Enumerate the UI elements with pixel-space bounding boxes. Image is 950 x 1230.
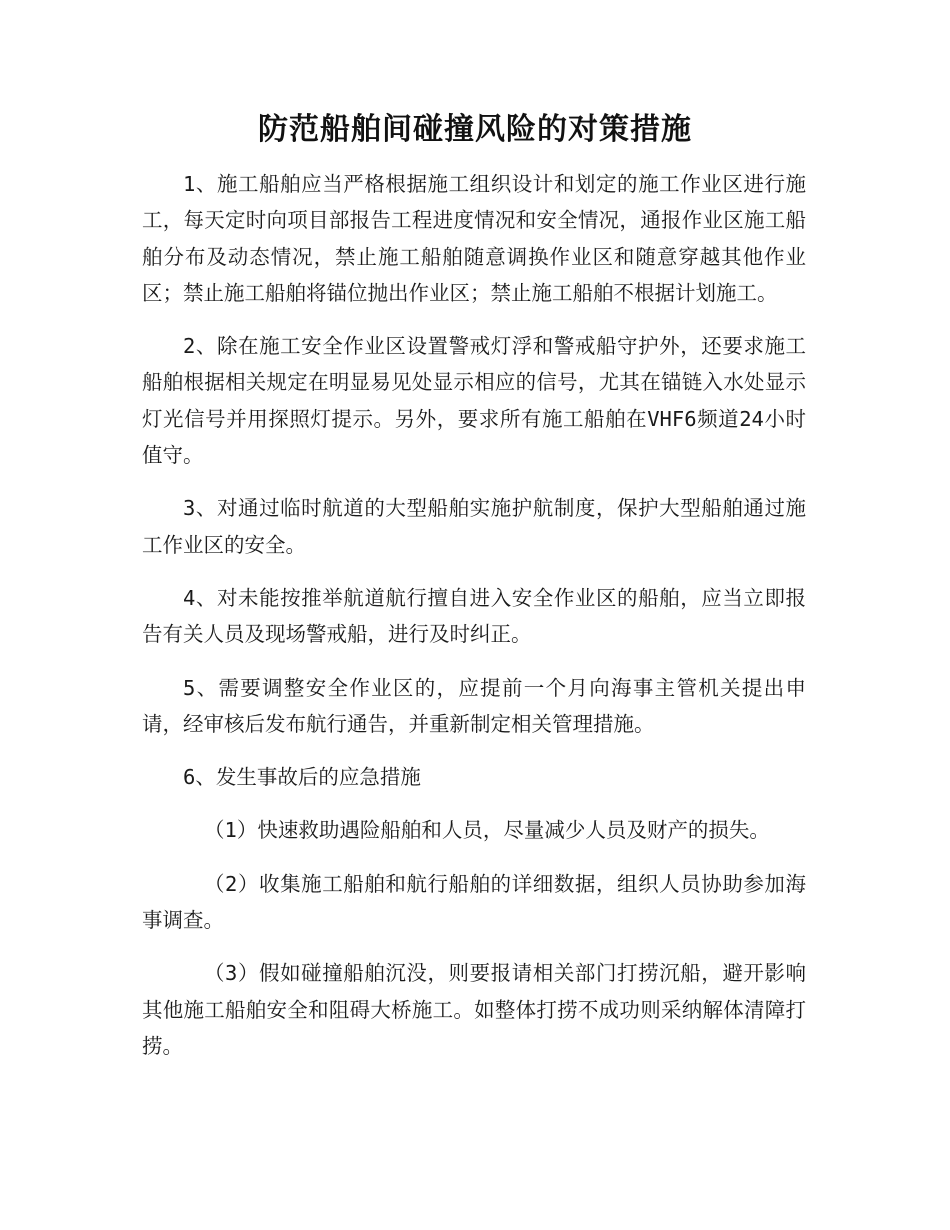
paragraph-gap — [142, 849, 806, 866]
paragraph-gap — [142, 653, 806, 670]
sub-item-1: （1）快速救助遇险船舶和人员，尽量减少人员及财产的损失。 — [204, 818, 770, 843]
paragraph-2: 2、除在施工安全作业区设置警戒灯浮和警戒船守护外，还要求施工船舶根据相关规定在明显易见处显示相应的信号，尤其在锚链入水处显示灯光信号并用探照灯提示。另外，要求所有施工船舶在VHF6频道24小时值守。 — [142, 334, 806, 468]
paragraph-4: 4、对未能按推举航道航行擅自进入安全作业区的船舶，应当立即报告有关人员及现场警戒船，进行及时纠正。 — [142, 585, 806, 647]
sub-item-3: （3）假如碰撞船舶沉没，则要报请相关部门打捞沉船，避开影响其他施工船舶安全和阻碍大桥施工。如整体打捞不成功则采纳解体清障打捞。 — [142, 961, 806, 1058]
document-title: 防范船舶间碰撞风险的对策措施 — [258, 112, 692, 147]
sub-item-2: （2）收集施工船舶和航行船舶的详细数据，组织人员协助参加海事调查。 — [142, 871, 806, 933]
paragraph-gap — [142, 795, 806, 812]
paragraph-1: 1、施工船舶应当严格根据施工组织设计和划定的施工作业区进行施工，每天定时向项目部报告工程进度情况和安全情况，通报作业区施工船舶分布及动态情况，禁止施工船舶随意调换作业区和随意穿越其他作业区；禁止施工船舶将锚位抛出作业区；禁止施工船舶不根据计划施工。 — [142, 172, 806, 305]
paragraph-5: 5、需要调整安全作业区的，应提前一个月向海事主管机关提出申请，经审核后发布航行通告，并重新制定相关管理措施。 — [142, 675, 806, 736]
document-body — [142, 166, 806, 1064]
paragraph-gap — [142, 742, 806, 759]
paragraph-gap — [142, 311, 806, 328]
paragraph-3: 3、对通过临时航道的大型船舶实施护航制度，保护大型船舶通过施工作业区的安全。 — [142, 496, 806, 557]
paragraph-gap — [142, 563, 806, 580]
paragraph-6-heading: 6、发生事故后的应急措施 — [183, 765, 421, 790]
paragraph-gap — [142, 473, 806, 490]
paragraph-gap — [142, 938, 806, 955]
